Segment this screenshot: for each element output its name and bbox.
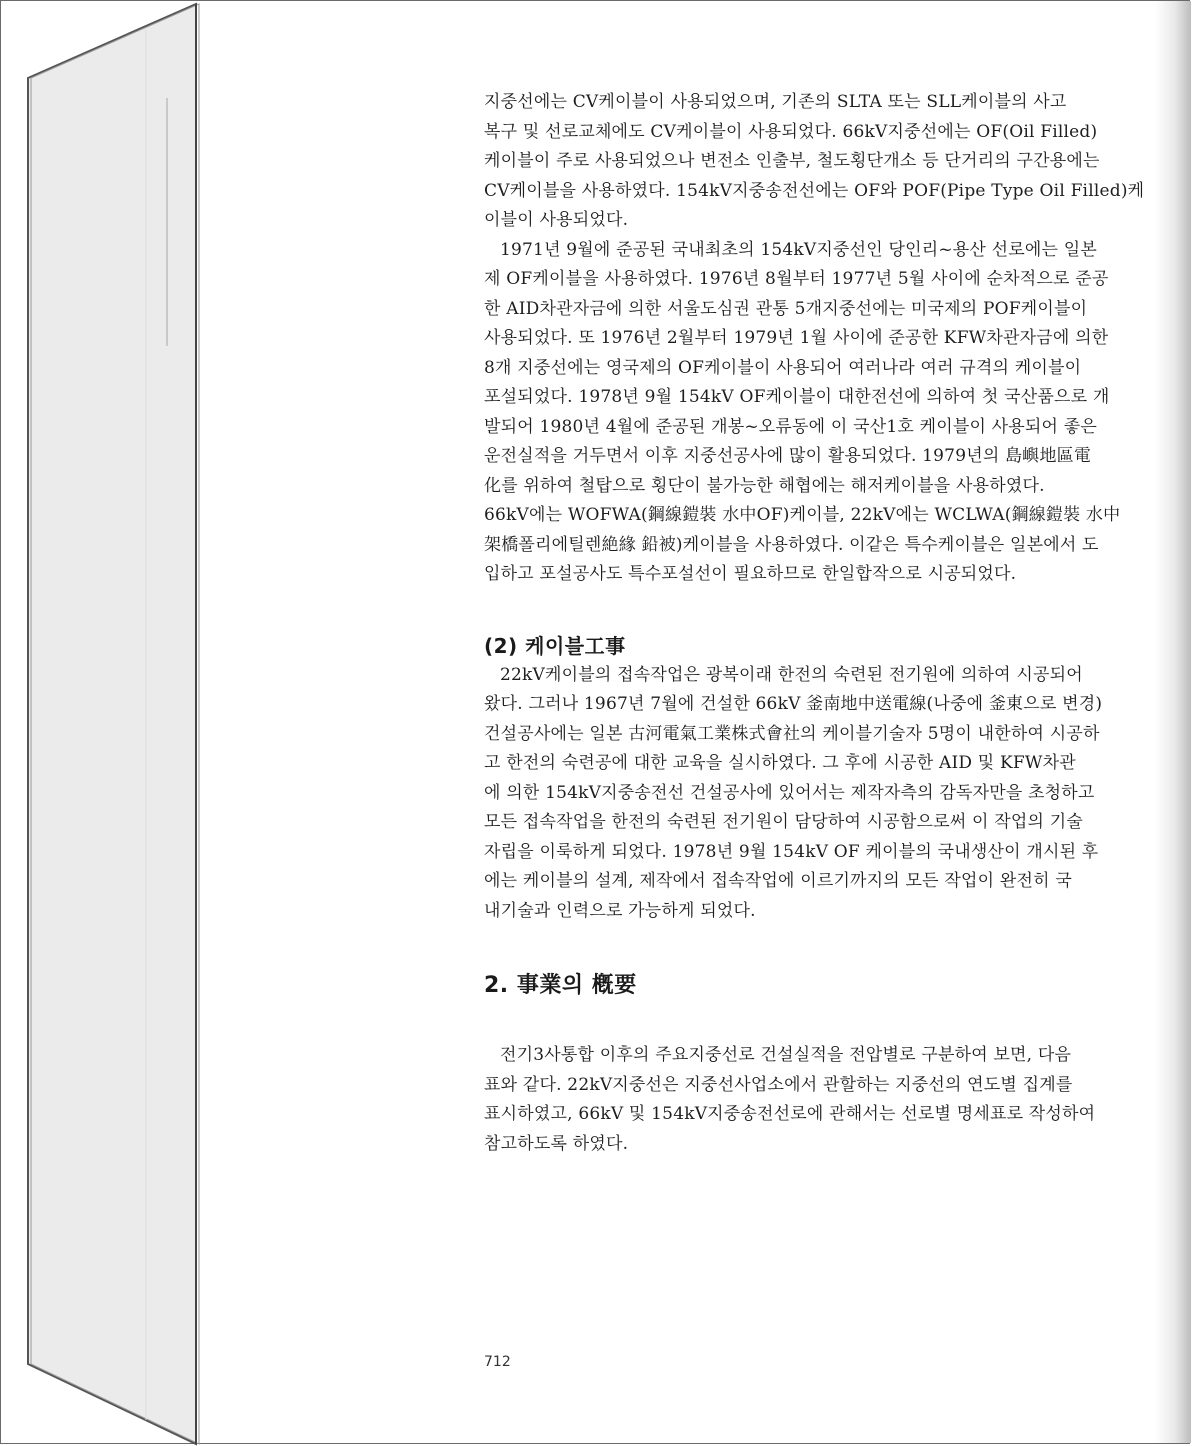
text-line: 자립을 이룩하게 되었다. 1978년 9월 154kV OF 케이블의 국내생산이 개시된 후: [484, 841, 1099, 862]
text-line: 케이블이 주로 사용되었으나 변전소 인출부, 철도횡단개소 등 단거리의 구간용에는: [484, 151, 1100, 171]
text-line: 지중선에는 CV케이블이 사용되었으며, 기존의 SLTA 또는 SLL케이블의 사고: [484, 92, 1067, 112]
text-line: 化를 위하여 철탑으로 횡단이 불가능한 해협에는 해저케이블을 사용하였다.: [484, 475, 1045, 496]
text-line: 이블이 사용되었다.: [484, 210, 629, 230]
text-line: 운전실적을 거두면서 이후 지중선공사에 많이 활용되었다. 1979년의 島嶼地區電: [484, 446, 1092, 466]
text-line: 복구 및 선로교체에도 CV케이블이 사용되었다. 66kV지중선에는 OF(Oil Filled): [484, 121, 1098, 142]
text-line: 전기3사통합 이후의 주요지중선로 건설실적을 전압별로 구분하여 보면, 다음: [500, 1045, 1072, 1065]
text-line: 표와 같다. 22kV지중선은 지중선사업소에서 관할하는 지중선의 연도별 집계를: [484, 1074, 1073, 1095]
text-line: 에는 케이블의 설계, 제작에서 접속작업에 이르기까지의 모든 작업이 완전히 국: [484, 871, 1072, 891]
section-heading-cable-works: (2) 케이블工事: [484, 633, 626, 658]
book-spine: [0, 0, 200, 1446]
paragraph-1: [484, 88, 1148, 236]
paragraph-3: [484, 661, 1148, 927]
page-number: 712: [484, 1354, 511, 1370]
text-line: 에 의한 154kV지중송전선 건설공사에 있어서는 제작자측의 감독자만을 초청하고: [484, 782, 1095, 803]
page-curl-shadow: [1155, 1, 1191, 1443]
text-line: 제 OF케이블을 사용하였다. 1976년 8월부터 1977년 5월 사이에 순차적으로 준공: [484, 269, 1109, 289]
text-line: CV케이블을 사용하였다. 154kV지중송전선에는 OF와 POF(Pipe Type Oil Filled)케: [484, 180, 1145, 201]
section-heading-business-overview: 2. 事業의 槪要: [484, 973, 637, 998]
spine-mark: [166, 98, 168, 346]
text-line: 22kV케이블의 접속작업은 광복이래 한전의 숙련된 전기원에 의하여 시공되어: [500, 664, 1083, 685]
text-line: 1971년 9월에 준공된 국내최초의 154kV지중선인 당인리~용산 선로에는 일본: [500, 239, 1097, 260]
text-line: 한 AID차관자금에 의한 서울도심권 관통 5개지중선에는 미국제의 POF케이블이: [484, 298, 1088, 319]
text-line: 架橋폴리에틸렌絶緣 鉛被)케이블을 사용하였다. 이같은 특수케이블은 일본에서 도: [484, 534, 1099, 555]
text-line: 내기술과 인력으로 가능하게 되었다.: [484, 900, 756, 921]
text-line: 고 한전의 숙련공에 대한 교육을 실시하였다. 그 후에 시공한 AID 및 KFW차관: [484, 753, 1076, 773]
text-line: 8개 지중선에는 영국제의 OF케이블이 사용되어 여러나라 여러 규격의 케이블이: [484, 357, 1082, 378]
text-line: 표시하였고, 66kV 및 154kV지중송전선로에 관해서는 선로별 명세표로 작성하여: [484, 1104, 1096, 1124]
text-line: 사용되었다. 또 1976년 2월부터 1979년 1월 사이에 준공한 KFW차관자금에 의한: [484, 328, 1109, 348]
text-line: 참고하도록 하였다.: [484, 1133, 629, 1154]
text-line: 발되어 1980년 4월에 준공된 개봉~오류동에 이 국산1호 케이블이 사용되어 좋은: [484, 416, 1098, 437]
text-line: 포설되었다. 1978년 9월 154kV OF케이블이 대한전선에 의하여 첫 국산품으로 개: [484, 387, 1110, 407]
text-line: 건설공사에는 일본 古河電氣工業株式會社의 케이블기술자 5명이 내한하여 시공하: [484, 723, 1100, 744]
paragraph-4: [484, 1041, 1148, 1159]
paragraph-2: [484, 236, 1148, 590]
text-line: 모든 접속작업을 한전의 숙련된 전기원이 담당하여 시공함으로써 이 작업의 기술: [484, 812, 1083, 832]
page-content: [484, 88, 1148, 1159]
text-line: 입하고 포설공사도 특수포설선이 필요하므로 한일합작으로 시공되었다.: [484, 564, 1017, 584]
text-line: 왔다. 그러나 1967년 7월에 건설한 66kV 釜南地中送電線(나중에 釜東으로 변경): [484, 694, 1103, 714]
text-line: 66kV에는 WOFWA(鋼線鎧裝 水中OF)케이블, 22kV에는 WCLWA(鋼線鎧裝 水中: [484, 505, 1121, 525]
